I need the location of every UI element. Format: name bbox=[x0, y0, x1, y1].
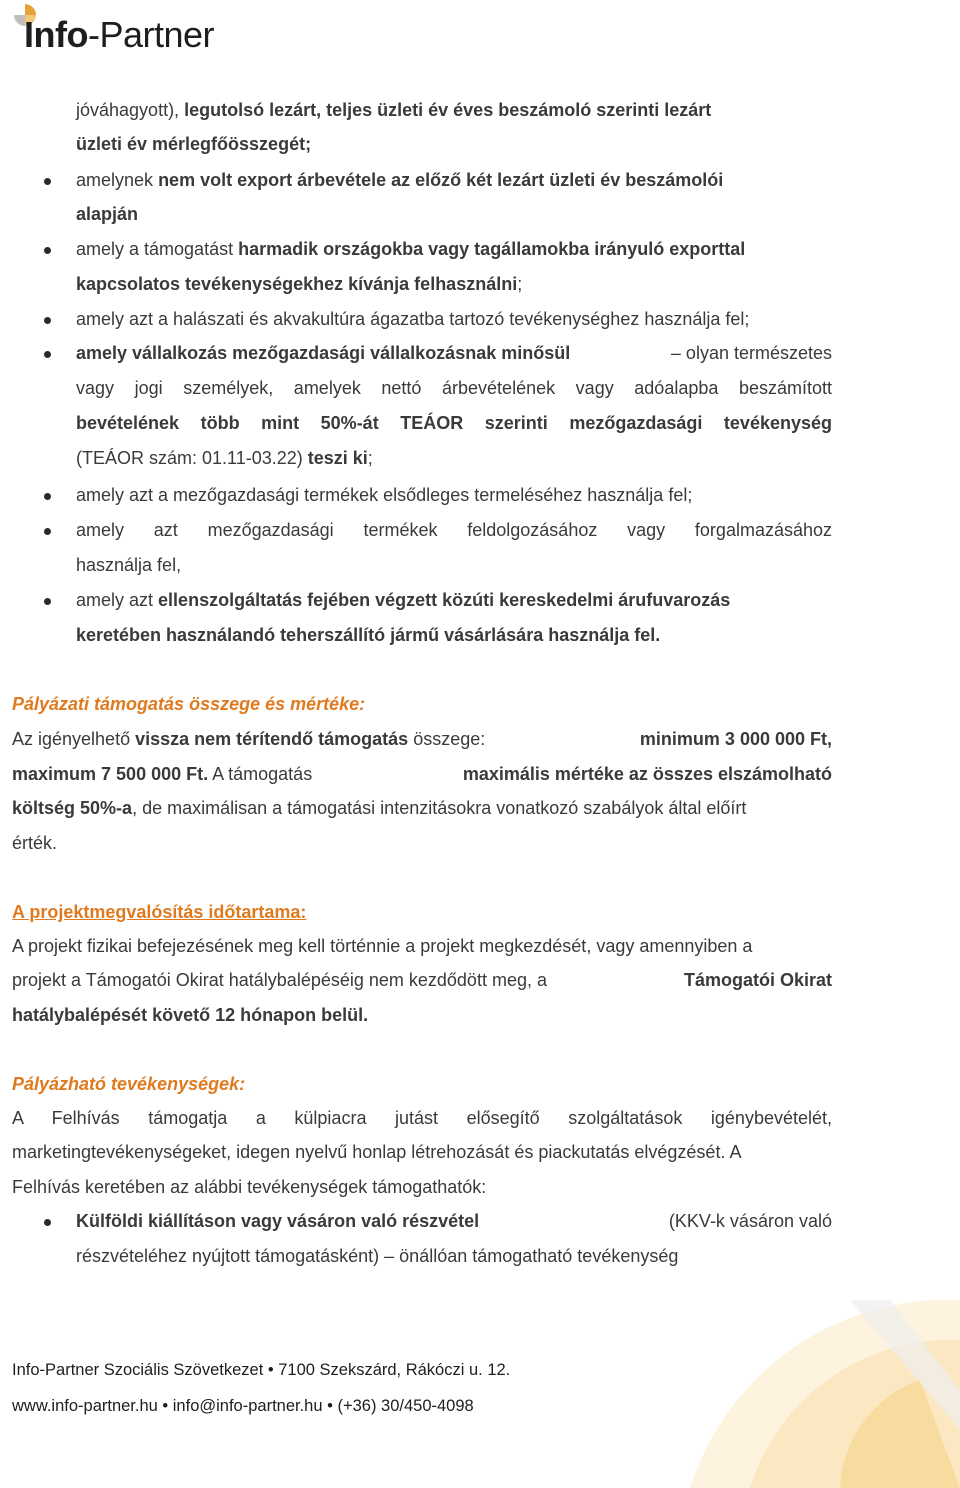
section-heading-activities: Pályázható tevékenységek: bbox=[12, 1074, 246, 1094]
page-footer bbox=[12, 1358, 510, 1418]
text-line: használja fel, bbox=[76, 555, 182, 575]
list-item: amely a támogatást harmadik országokba vagy tagállamokba irányuló exporttal bbox=[76, 239, 746, 259]
paragraph-line: maximum 7 500 000 Ft. A támogatás maximális mértéke az összes elszámolható bbox=[12, 764, 832, 784]
list-item: amely azt mezőgazdasági termékek feldolgozásához vagy forgalmazásához bbox=[76, 520, 832, 540]
bullet-icon bbox=[44, 493, 51, 500]
text-line: kapcsolatos tevékenységekhez kívánja felhasználni; bbox=[76, 274, 523, 294]
footer-contact: www.info-partner.hu • info@info-partner.hu • (+36) 30/450-4098 bbox=[12, 1397, 474, 1415]
bullet-icon bbox=[44, 317, 51, 324]
company-logo bbox=[0, 0, 240, 60]
text-line: alapján bbox=[76, 204, 139, 224]
paragraph-line: A projekt fizikai befejezésének meg kell történnie a projekt megkezdését, vagy amennyiben a bbox=[12, 936, 753, 956]
text-line: bevételének több mint 50%-át TEÁOR szerinti mezőgazdasági tevékenység bbox=[76, 413, 832, 433]
text-line: (TEÁOR szám: 01.11-03.22) teszi ki; bbox=[76, 448, 373, 468]
list-item: amelynek nem volt export árbevétele az előző két lezárt üzleti év beszámolói bbox=[76, 170, 724, 190]
text-line: részvételéhez nyújtott támogatásként) – önállóan támogatható tevékenység bbox=[76, 1246, 679, 1266]
bullet-icon bbox=[44, 598, 51, 605]
footer-address: Info-Partner Szociális Szövetkezet • 7100 Szekszárd, Rákóczi u. 12. bbox=[12, 1361, 511, 1379]
list-item: amely vállalkozás mezőgazdasági vállalkozásnak minősül – olyan természetes bbox=[76, 343, 832, 363]
paragraph-line: Az igényelhető vissza nem térítendő támogatás összege: minimum 3 000 000 Ft, bbox=[12, 729, 832, 749]
paragraph-line: marketingtevékenységeket, idegen nyelvű honlap létrehozását és piackutatás elvégzését. A bbox=[12, 1142, 742, 1162]
text-line: üzleti év mérlegfőösszegét; bbox=[76, 134, 312, 154]
bullet-icon bbox=[44, 528, 51, 535]
list-item: amely azt a mezőgazdasági termékek elsődleges termeléséhez használja fel; bbox=[76, 485, 693, 505]
paragraph-line: Felhívás keretében az alábbi tevékenységek támogathatók: bbox=[12, 1177, 487, 1197]
paragraph-line: költség 50%-a, de maximálisan a támogatási intenzitásokra vonatkozó szabályok által előírt bbox=[12, 798, 747, 818]
decorative-pie-graphic bbox=[690, 1300, 960, 1488]
text-line: vagy jogi személyek, amelyek nettó árbevételének vagy adóalapba beszámított bbox=[76, 378, 832, 398]
list-item: Külföldi kiállításon vagy vásáron való részvétel (KKV-k vásáron való bbox=[76, 1211, 832, 1231]
text-line: keretében használandó teherszállító jármű vásárlására használja fel. bbox=[76, 625, 661, 645]
text-line: jóváhagyott), legutolsó lezárt, teljes üzleti év éves beszámoló szerinti lezárt bbox=[76, 100, 712, 120]
section-heading-amount: Pályázati támogatás összege és mértéke: bbox=[12, 694, 366, 714]
bullet-icon bbox=[44, 178, 51, 185]
paragraph-line: projekt a Támogatói Okirat hatálybalépéséig nem kezdődött meg, a Támogatói Okirat bbox=[12, 970, 832, 990]
bullet-icon bbox=[44, 247, 51, 254]
bullet-icon bbox=[44, 1219, 51, 1226]
paragraph-line: A Felhívás támogatja a külpiacra jutást elősegítő szolgáltatások igénybevételét, bbox=[12, 1108, 832, 1128]
logo-wordmark: Info-Partner bbox=[24, 14, 215, 55]
list-item: amely azt ellenszolgáltatás fejében végzett közúti kereskedelmi árufuvarozás bbox=[76, 590, 731, 610]
paragraph-line: érték. bbox=[12, 833, 58, 853]
section-heading-duration: A projektmegvalósítás időtartama: bbox=[12, 902, 307, 922]
bullet-icon bbox=[44, 351, 51, 358]
list-item: amely azt a halászati és akvakultúra ágazatba tartozó tevékenységhez használja fel; bbox=[76, 309, 750, 329]
paragraph-line: hatálybalépését követő 12 hónapon belül. bbox=[12, 1005, 369, 1025]
